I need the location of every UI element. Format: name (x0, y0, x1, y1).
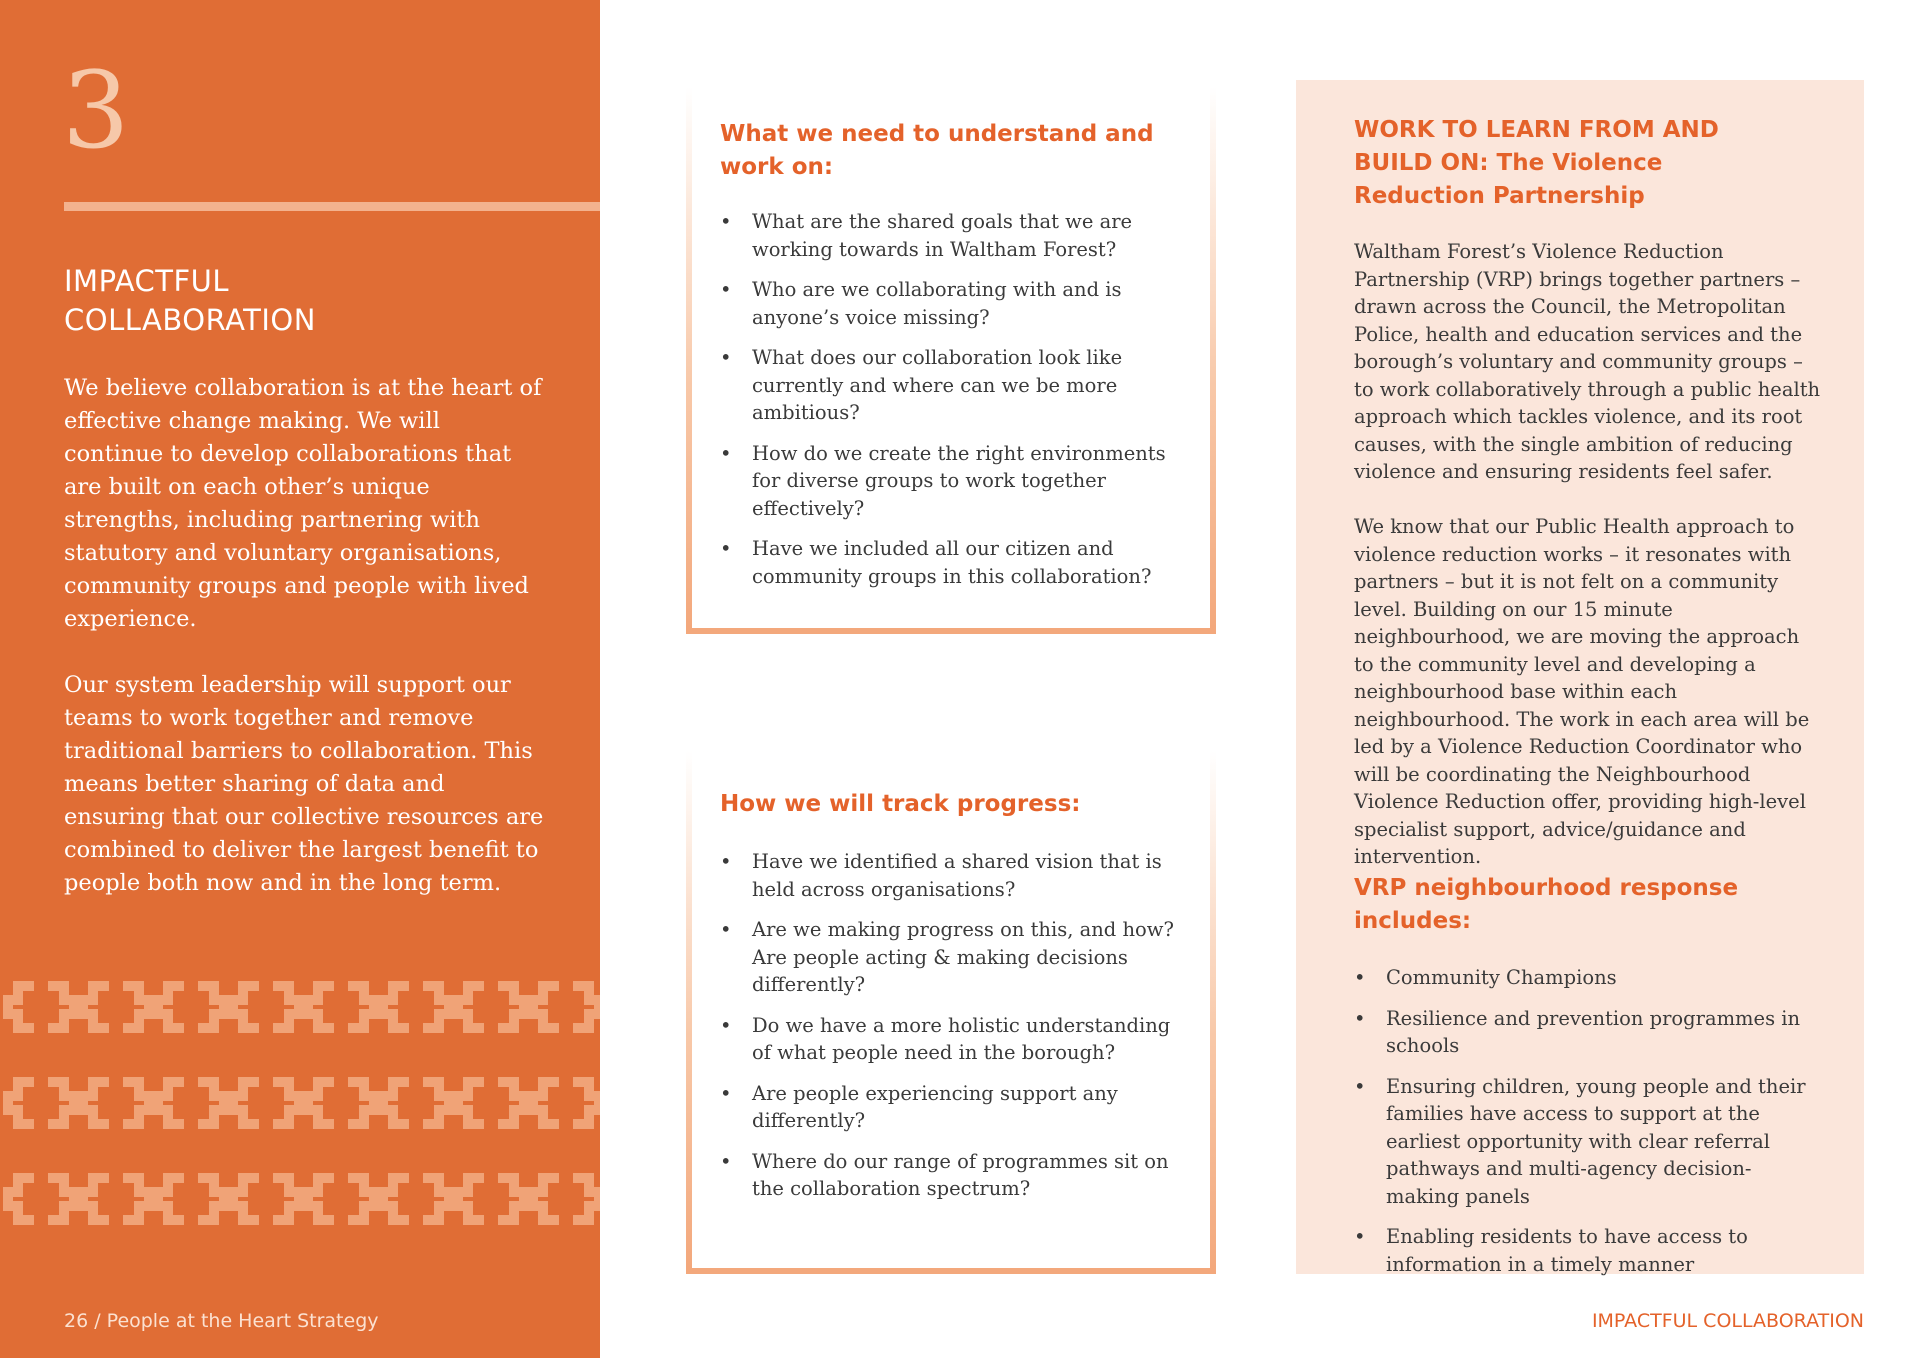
intro-text (64, 372, 544, 933)
chapter-number: 3 (62, 49, 130, 172)
pattern-motif (83, 1082, 149, 1124)
intro-paragraph: Our system leadership will support our teams to work together and remove traditional barriers to collaboration. This means better sharing of data and ensuring that our collective resources are combined to deliver the largest benefit to people both now and in the long term. (64, 672, 544, 896)
pattern-motif (383, 986, 449, 1028)
list-item: • Have we identified a shared vision that is held across organisations? (720, 848, 1190, 903)
pattern-motif (233, 1082, 299, 1124)
list-item: • What does our collaboration look like currently and where can we be more ambitious? (720, 344, 1190, 427)
pattern-motif (308, 1178, 374, 1220)
pattern-motif (8, 1178, 74, 1220)
track-progress-title: How we will track progress: (720, 791, 1081, 817)
pattern-motif (533, 1082, 599, 1124)
decorative-pattern (0, 978, 600, 1278)
learn-panel (1296, 80, 1864, 1274)
section-title (64, 262, 544, 340)
understand-title: What we need to understand and work on: (720, 121, 1154, 180)
track-progress-card (686, 746, 1216, 1274)
left-panel (0, 0, 600, 1358)
pattern-motif (158, 1178, 224, 1220)
understand-card (686, 82, 1216, 634)
list-item: • Are we making progress on this, and how? Are people acting & making decisions differently? (720, 916, 1190, 999)
list-item: • What are the shared goals that we are working towards in Waltham Forest? (720, 208, 1190, 263)
pattern-motif (533, 986, 599, 1028)
list-item: • Who are we collaborating with and is anyone’s voice missing? (720, 276, 1190, 331)
list-item: • Where do our range of programmes sit on the collaboration spectrum? (720, 1148, 1190, 1203)
pattern-motif (8, 1082, 74, 1124)
pattern-motif (383, 1082, 449, 1124)
pattern-motif (158, 1082, 224, 1124)
pattern-motif (233, 1178, 299, 1220)
understand-list (720, 208, 1190, 603)
intro-paragraph: We believe collaboration is at the heart of effective change making. We will continue to develop collaborations that are built on each other’s unique strengths, including partnering with statutory and voluntary organisations, community groups and people with lived experience. (64, 375, 542, 632)
list-item: • Are people experiencing support any differently? (720, 1080, 1190, 1135)
page-footer: 26 / People at the Heart Strategy (64, 1310, 379, 1332)
learn-paragraph: We know that our Public Health approach to violence reduction works – it resonates with partners – but it is not felt on a community level. Building on our 15 minute neighbourhood, we are moving the approach to the community level and developing a neighbourhood base within each neighbourhood. The work in each area will be led by a Violence Reduction Coordinator who will be coordinating the Neighbourhood Violence Reduction offer, providing high-level specialist support, advice/guidance and intervention. (1354, 515, 1810, 868)
section-title-text: IMPACTFUL COLLABORATION (64, 264, 316, 337)
pattern-motif (158, 986, 224, 1028)
pattern-motif (233, 986, 299, 1028)
pattern-motif (533, 1178, 599, 1220)
vrp-response-title: VRP neighbourhood response includes: (1354, 875, 1739, 934)
pattern-motif (458, 1082, 524, 1124)
pattern-motif (308, 1082, 374, 1124)
learn-paragraph: Waltham Forest’s Violence Reduction Partnership (VRP) brings together partners – drawn across the Council, the Metropolitan Police, health and education services and the borough’s voluntary and community groups – to work collaboratively through a public health approach which tackles violence, and its root causes, with the single ambition of reducing violence and ensuring residents feel safer. (1354, 240, 1821, 483)
section-footer: IMPACTFUL COLLABORATION (1591, 1310, 1864, 1332)
list-item: • Have we included all our citizen and community groups in this collaboration? (720, 535, 1190, 590)
list-item: • Ensuring children, young people and their families have access to support at the earliest opportunity with clear referral pathways and multi-agency decision-making panels (1354, 1073, 1824, 1211)
list-item: • Do we have a more holistic understanding of what people need in the borough? (720, 1012, 1190, 1067)
pattern-motif (8, 986, 74, 1028)
pattern-motif (458, 986, 524, 1028)
list-item: • Enabling residents to have access to information in a timely manner (1354, 1223, 1824, 1278)
pattern-motif (383, 1178, 449, 1220)
learn-text (1354, 238, 1824, 898)
chapter-divider (64, 202, 600, 211)
pattern-motif (83, 1178, 149, 1220)
list-item: • Resilience and prevention programmes in schools (1354, 1005, 1824, 1060)
learn-title: WORK TO LEARN FROM AND BUILD ON: The Violence Reduction Partnership (1354, 117, 1719, 209)
list-item: • How do we create the right environments for diverse groups to work together effectively? (720, 440, 1190, 523)
pattern-motif (308, 986, 374, 1028)
track-progress-list (720, 848, 1190, 1216)
list-item: • Community Champions (1354, 964, 1824, 992)
pattern-motif (458, 1178, 524, 1220)
pattern-motif (83, 986, 149, 1028)
vrp-response-list (1354, 964, 1824, 1291)
